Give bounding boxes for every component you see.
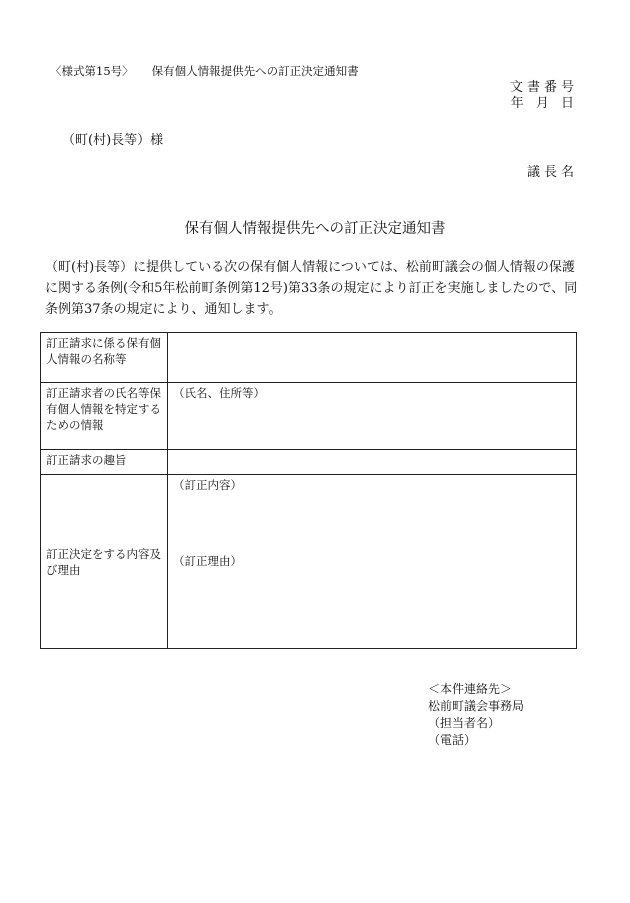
table-row <box>41 383 577 450</box>
body-paragraph: （町(村)長等）に提供している次の保有個人情報については、松前町議会の個人情報の保護に関する条例(令和5年松前町条例第12号)第33条の規定により訂正を実施しましたので、同条例第37条の規定により、通知します。 <box>45 260 578 317</box>
table-row <box>41 475 577 649</box>
contact-office: 松前町議会事務局 <box>428 699 525 713</box>
sender-name: 議長名 <box>526 165 578 180</box>
contact-block <box>428 681 524 749</box>
document-number-label: 文書番号 <box>509 80 578 95</box>
form-number-line <box>50 63 359 79</box>
table-row <box>41 450 577 475</box>
recipient: （町(村)長等）様 <box>62 133 164 148</box>
row-label: 訂正決定をする内容及び理由 <box>41 475 168 649</box>
correction-content-label: （訂正内容） <box>173 478 242 492</box>
row-value <box>168 333 577 383</box>
row-value <box>168 475 577 649</box>
contact-heading: ＜本件連絡先＞ <box>428 682 513 696</box>
correction-reason-label: （訂正理由） <box>173 554 242 568</box>
row-label: 訂正請求の趣旨 <box>41 450 168 475</box>
notice-table <box>40 332 577 649</box>
contact-phone: （電話） <box>428 733 477 747</box>
row-value <box>168 450 577 475</box>
contact-person: （担当者名） <box>428 716 501 730</box>
form-number: 〈様式第15号〉 <box>50 64 134 78</box>
row-value: （氏名、住所等） <box>168 383 577 450</box>
form-header-title: 保有個人情報提供先への訂正決定通知書 <box>151 64 359 78</box>
document-title: 保有個人情報提供先への訂正決定通知書 <box>184 221 446 237</box>
row-label: 訂正請求に係る保有個人情報の名称等 <box>41 333 168 383</box>
row-label: 訂正請求者の氏名等保有個人情報を特定するための情報 <box>41 383 168 450</box>
document-number-block <box>510 80 578 112</box>
date-label: 年 月 日 <box>510 96 578 111</box>
table-row <box>41 333 577 383</box>
